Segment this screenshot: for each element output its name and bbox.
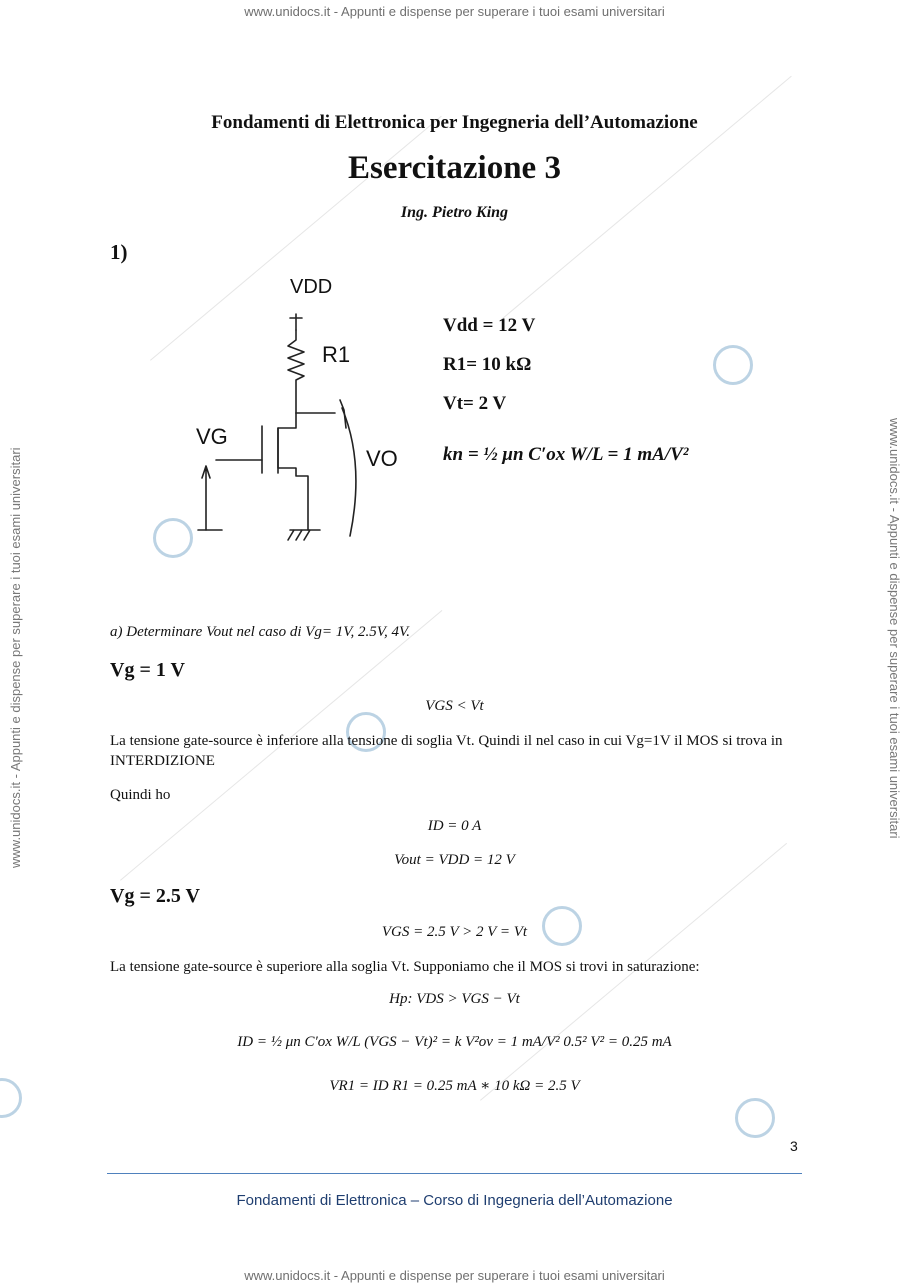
case-1-heading: Vg = 1 V [110, 659, 185, 681]
circuit-label-vg: VG [196, 424, 228, 449]
case-1-condition: VGS < Vt [425, 698, 484, 714]
param-vt: Vt= 2 V [443, 393, 507, 414]
page-title: Esercitazione 3 [348, 150, 561, 186]
case-2-hypothesis: Hp: VDS > VGS − Vt [389, 991, 520, 1007]
case-2-id-equation: ID = ½ μn C′ox W/L (VGS − Vt)² = k V²ov = 1 mA/V² 0.5² V² = 0.25 mA [237, 1034, 672, 1050]
watermark-bottom: www.unidocs.it - Appunti e dispense per superare i tuoi esami universitari [244, 1268, 665, 1283]
watermark-right: www.unidocs.it - Appunti e dispense per superare i tuoi esami universitari [887, 418, 902, 839]
param-vdd: Vdd = 12 V [443, 315, 536, 336]
watermark-logo-icon [735, 1098, 775, 1138]
watermark-left: www.unidocs.it - Appunti e dispense per superare i tuoi esami universitari [8, 447, 23, 868]
case-1-explanation: La tensione gate-source è inferiore alla tensione di soglia Vt. Quindi il nel caso in cui Vg=1V il MOS si trova in INTERDIZIONE [110, 733, 783, 769]
case-2-explanation: La tensione gate-source è superiore alla soglia Vt. Supponiamo che il MOS si trovi in saturazione: [110, 959, 700, 975]
case-1-id-equation: ID = 0 A [427, 818, 482, 834]
exercise-number: 1) [110, 240, 128, 264]
author: Ing. Pietro King [400, 204, 509, 221]
case-2-vr-equation: VR1 = ID R1 = 0.25 mA ∗ 10 kΩ = 2.5 V [329, 1078, 580, 1094]
task-text: a) Determinare Vout nel caso di Vg= 1V, 2.5V, 4V. [110, 624, 410, 640]
case-2-heading: Vg = 2.5 V [110, 885, 200, 907]
circuit-label-vo: VO [366, 446, 398, 471]
page-number: 3 [790, 1138, 798, 1154]
circuit-label-vdd: VDD [290, 276, 333, 298]
footer-text: Fondamenti di Elettronica – Corso di Ingegneria dell’Automazione [236, 1192, 673, 1209]
footer-divider [107, 1173, 802, 1174]
watermark-top: www.unidocs.it - Appunti e dispense per superare i tuoi esami universitari [244, 4, 665, 19]
case-2-condition: VGS = 2.5 V > 2 V = Vt [381, 924, 528, 940]
param-r1: R1= 10 kΩ [443, 354, 532, 375]
case-1-vout-equation: Vout = VDD = 12 V [394, 852, 515, 868]
course-title: Fondamenti di Elettronica per Ingegneria dell’Automazione [211, 112, 698, 133]
case-1-quindi: Quindi ho [110, 787, 171, 803]
param-kn: kn = ½ μn C′ox W/L = 1 mA/V² [443, 444, 689, 465]
watermark-logo-icon [713, 345, 753, 385]
watermark-logo-icon [153, 518, 193, 558]
circuit-diagram [190, 268, 420, 558]
circuit-label-r1: R1 [322, 342, 351, 367]
